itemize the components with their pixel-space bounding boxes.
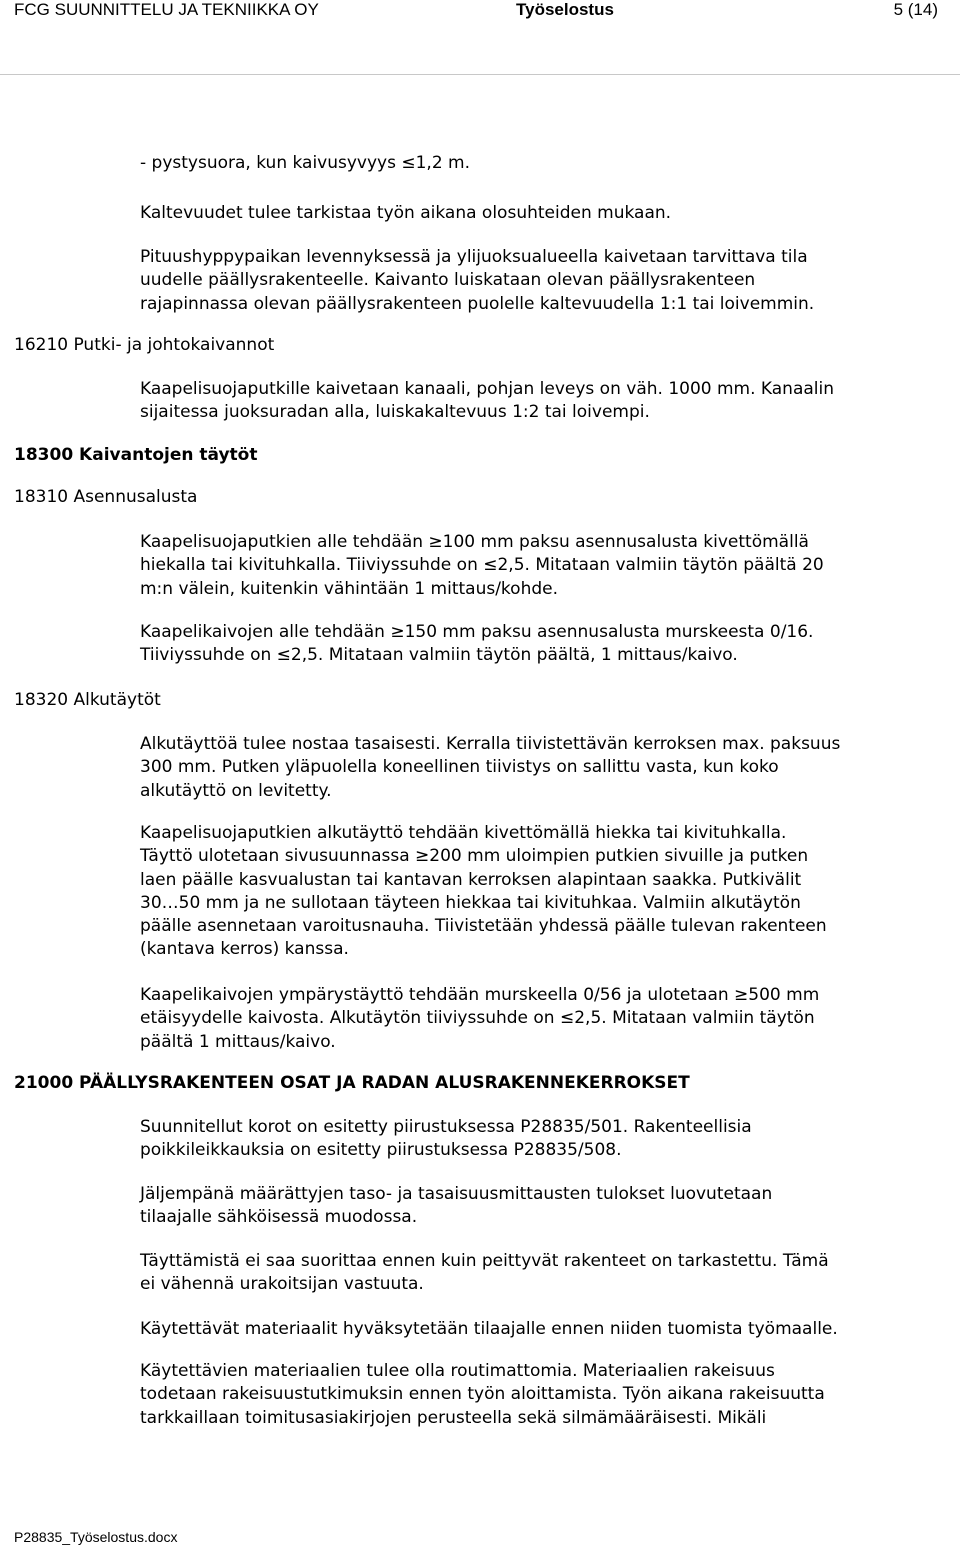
text-line: päältä 1 mittaus/kaivo.: [140, 1031, 336, 1052]
text-line: todetaan rakeisuustutkimuksin ennen työn aloittamista. Työn aikana rakeisuutta: [140, 1384, 825, 1405]
text-line: Kaapelisuojaputkien alkutäyttö tehdään kivettömällä hiekka tai kivituhkalla.: [140, 823, 787, 843]
paragraph-frost-resistance: [140, 1360, 950, 1430]
text-line: tarkkaillaan toimitusasiakirjojen perusteella sekä silmämääräisesti. Mikäli: [140, 1407, 767, 1428]
text-line: Kaltevuudet tulee tarkistaa työn aikana olosuhteiden mukaan.: [140, 203, 672, 223]
document-title: Työselostus: [516, 0, 614, 19]
text-line: laen päälle kasvualustan tai kantavan kerroksen alapintaan saakka. Putkivälit: [140, 869, 802, 890]
text-line: Tiiviyssuhde on ≤2,5. Mitataan valmiin täytön päältä, 1 mittaus/kaivo.: [140, 645, 738, 666]
paragraph-slope-vertical: [140, 152, 950, 175]
text-line: 30…50 mm ja ne sullotaan täyteen hiekkaa tai kivituhkaa. Valmiin alkutäytön: [140, 892, 801, 913]
paragraph-initial-fill: [140, 733, 950, 803]
text-line: Kaapelisuojaputkille kaivetaan kanaali, pohjan leveys on väh. 1000 mm. Kanaalin: [140, 379, 835, 399]
paragraph-pipe-fill: [140, 822, 950, 962]
text-line: Käytettävien materiaalien tulee olla routimattomia. Materiaalien rakeisuus: [140, 1361, 775, 1381]
paragraph-cable-trench: [140, 378, 950, 425]
text-line: Täyttö ulotetaan sivusuunnassa ≥200 mm uloimpien putkien sivuille ja putken: [140, 846, 809, 867]
heading-18310: 18310 Asennusalusta: [14, 487, 198, 507]
text-line: alkutäyttö on levitetty.: [140, 780, 332, 801]
header-divider: [0, 74, 960, 75]
text-line: m:n välein, kuitenkin vähintään 1 mittaus/kohde.: [140, 578, 559, 599]
text-line: rajapinnassa olevan päällysrakenteen puolelle kaltevuudella 1:1 tai loivemmin.: [140, 293, 815, 314]
text-line: Suunnitellut korot on esitetty piirustuksessa P28835/501. Rakenteellisia: [140, 1117, 752, 1137]
heading-16210: 16210 Putki- ja johtokaivannot: [14, 335, 275, 355]
paragraph-bedding-pipes: [140, 531, 950, 601]
text-line: 300 mm. Putken yläpuolella koneellinen tiivistys on sallittu vasta, kun koko: [140, 757, 779, 778]
text-line: hiekalla tai kivituhkalla. Tiiviyssuhde on ≤2,5. Mitataan valmiin täytön päältä 20: [140, 555, 824, 576]
text-line: Kaapelikaivojen alle tehdään ≥150 mm paksu asennusalusta murskeesta 0/16.: [140, 622, 814, 642]
paragraph-slope-check: [140, 202, 950, 225]
text-line: Täyttämistä ei saa suorittaa ennen kuin peittyvät rakenteet on tarkastettu. Tämä: [140, 1251, 829, 1271]
text-line: Kaapelisuojaputkien alle tehdään ≥100 mm paksu asennusalusta kivettömällä: [140, 532, 809, 552]
paragraph-well-backfill: [140, 984, 950, 1054]
page-number: 5 (14): [893, 0, 938, 19]
text-line: Jäljempänä määrättyjen taso- ja tasaisuusmittausten tulokset luovutetaan: [140, 1184, 773, 1204]
heading-18300: 18300 Kaivantojen täytöt: [14, 445, 258, 465]
text-line: Käytettävät materiaalit hyväksytetään tilaajalle ennen niiden tuomista työmaalle.: [140, 1319, 838, 1339]
text-line: päälle asennetaan varoitusnauha. Tiivistetään yhdessä päälle tulevan rakenteen: [140, 916, 827, 937]
page-header: [0, 0, 960, 40]
text-line: sijaitessa juoksuradan alla, luiskakaltevuus 1:2 tai loivempi.: [140, 402, 650, 423]
company-name: FCG SUUNNITTELU JA TEKNIIKKA OY: [14, 0, 319, 19]
text-line: - pystysuora, kun kaivusyvyys ≤1,2 m.: [140, 153, 471, 173]
text-line: (kantava kerros) kanssa.: [140, 939, 349, 960]
footer-filename: P28835_Työselostus.docx: [14, 1529, 178, 1545]
text-line: Kaapelikaivojen ympärystäyttö tehdään murskeella 0/56 ja ulotetaan ≥500 mm: [140, 985, 820, 1005]
text-line: uudelle päällysrakenteelle. Kaivanto luiskataan olevan päällysrakenteen: [140, 270, 756, 291]
heading-21000: 21000 PÄÄLLYSRAKENTEEN OSAT JA RADAN ALUSRAKENNEKERROKSET: [14, 1073, 690, 1093]
paragraph-materials-approval: [140, 1318, 950, 1341]
text-line: etäisyydelle kaivosta. Alkutäytön tiiviyssuhde on ≤2,5. Mitataan valmiin täytön: [140, 1008, 815, 1029]
paragraph-long-jump: [140, 246, 950, 316]
text-line: ei vähennä urakoitsijan vastuuta.: [140, 1274, 424, 1295]
text-line: tilaajalle sähköisessä muodossa.: [140, 1207, 418, 1228]
paragraph-measurements: [140, 1183, 950, 1230]
paragraph-drawings: [140, 1116, 950, 1163]
paragraph-bedding-wells: [140, 621, 950, 668]
paragraph-inspection: [140, 1250, 950, 1297]
text-line: Pituushyppypaikan levennyksessä ja ylijuoksualueella kaivetaan tarvittava tila: [140, 247, 808, 267]
text-line: Alkutäyttöä tulee nostaa tasaisesti. Kerralla tiivistettävän kerroksen max. paksuus: [140, 734, 841, 754]
heading-18320: 18320 Alkutäytöt: [14, 690, 161, 710]
text-line: poikkileikkauksia on esitetty piirustuksessa P28835/508.: [140, 1140, 622, 1161]
